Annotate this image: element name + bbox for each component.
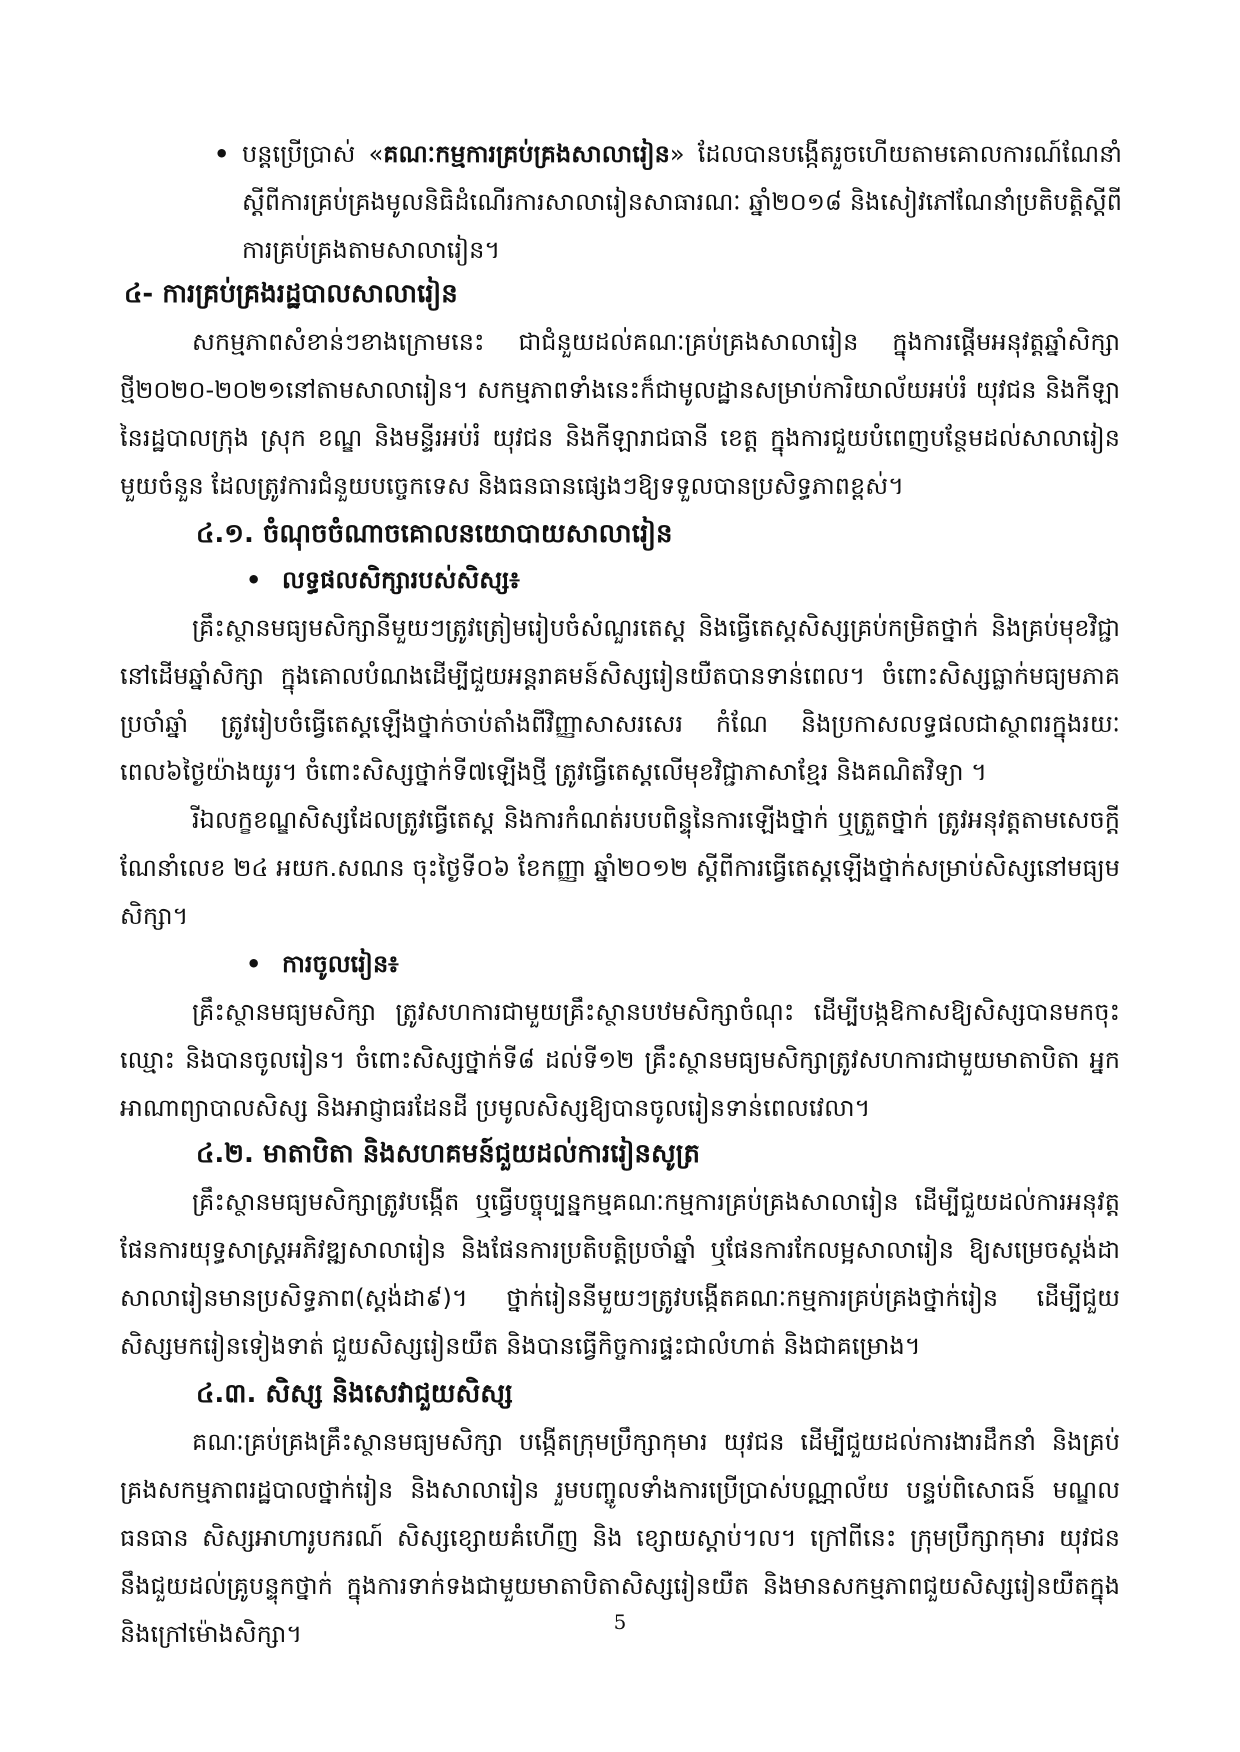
section-4-paragraph: សកម្មភាពសំខាន់ៗខាងក្រោមនេះ ជាជំនួយដល់គណៈគ្រប់គ្រងសាលារៀន ក្នុងការផ្តើមអនុវត្តឆ្នាំសិក្សាថ្មី២០២០-២០២១នៅតាមសាលារៀន។ សកម្មភាពទាំងនេះក៏ជាមូលដ្ឋានសម្រាប់ការិយាល័យអប់រំ យុវជន និងកីឡានៃរដ្ឋបាលក្រុង ស្រុក ខណ្ឌ និងមន្ទីរអប់រំ យុវជន និងកីឡារាជធានី ខេត្ត ក្នុងការជួយបំពេញបន្ថែមដល់សាលារៀនមួយចំនួន ដែលត្រូវការជំនួយបច្ចេកទេស និងធនធានផ្សេងៗឱ្យទទួលបានប្រសិទ្ធភាពខ្ពស់។ [120,328,1120,500]
section-4-1-heading: ៤.១. ចំណុចចំណាចគោលនយោបាយសាលារៀន [196,519,673,549]
section-4-2-heading: ៤.២. មាតាបិតា និងសហគមន៍ជួយដល់ការរៀនសូត្រ [196,1139,701,1169]
section-4-heading: ៤- ការគ្រប់គ្រងរដ្ឋបាលសាលារៀន [124,279,458,309]
page-number: 5 [613,1610,627,1634]
enrollment-paragraph: គ្រឹះស្ថានមធ្យមសិក្សា ត្រូវសហការជាមួយគ្រឹះស្ថានបឋមសិក្សាចំណុះ ដើម្បីបង្កឱកាសឱ្យសិស្សបានមកចុះឈ្មោះ និងបានចូលរៀន។ ចំពោះសិស្សថ្នាក់ទី៨ ដល់ទី១២ គ្រឹះស្ថានមធ្យមសិក្សាត្រូវសហការជាមួយមាតាបិតា អ្នកអាណាព្យាបាលសិស្ស និងអាជ្ញាធរដែនដី ប្រមូលសិស្សឱ្យបានចូលរៀនទាន់ពេលវេលា។ [120,998,1120,1122]
section-4-3-heading: ៤.៣. សិស្ស និងសេវាជួយសិស្ស [196,1379,513,1409]
bullet-marker: • [214,140,230,168]
intro-bullet-text [242,130,1122,274]
intro-bullet-after: » ដែលបានបង្កើតរួចហើយតាមគោលការណ៍ណែនាំស្តីពីការគ្រប់គ្រងមូលនិធិដំណើរការសាលារៀនសាធារណៈ ឆ្នាំ២០១៨ និងសៀវភៅណែនាំប្រតិបត្តិស្តីពីការគ្រប់គ្រងតាមសាលារៀន។ [242,140,1122,264]
bullet-marker: • [246,950,262,978]
enrollment-subheading: ការចូលរៀន៖ [282,950,399,978]
intro-bullet-before: បន្តប្រើប្រាស់ « [242,140,384,168]
learning-outcomes-subheading: លទ្ធផលសិក្សារបស់សិស្ស៖ [282,566,520,594]
section-4-3-paragraph: គណៈគ្រប់គ្រងគ្រឹះស្ថានមធ្យមសិក្សា បង្កើតក្រុមប្រឹក្សាកុមារ យុវជន ដើម្បីជួយដល់ការងារដឹកនាំ និងគ្រប់គ្រងសកម្មភាពរដ្ឋបាលថ្នាក់រៀន និងសាលារៀន រួមបញ្ចូលទាំងការប្រើប្រាស់បណ្ណាល័យ បន្ទប់ពិសោធន៍ មណ្ឌលធនធាន សិស្សអាហារូបករណ៍ សិស្សខ្សោយគំហើញ និង ខ្សោយស្តាប់។ល។ ក្រៅពីនេះ ក្រុមប្រឹក្សាកុមារ យុវជននឹងជួយដល់គ្រូបន្ទុកថ្នាក់ ក្នុងការទាក់ទងជាមួយមាតាបិតាសិស្សរៀនយឺត និងមានសកម្មភាពជួយសិស្សរៀនយឺតក្នុង និងក្រៅម៉ោងសិក្សា។ [120,1428,1120,1648]
section-4-2-paragraph: គ្រឹះស្ថានមធ្យមសិក្សាត្រូវបង្កើត ឬធ្វើបច្ចុប្បន្នកម្មគណៈកម្មការគ្រប់គ្រងសាលារៀន ដើម្បីជួយដល់ការអនុវត្តផែនការយុទ្ធសាស្ត្រអភិវឌ្ឍសាលារៀន និងផែនការប្រតិបត្តិប្រចាំឆ្នាំ ឬផែនការកែលម្អសាលារៀន ឱ្យសម្រេចស្តង់ដាសាលារៀនមានប្រសិទ្ធភាព(ស្តង់ដា៩)។ ថ្នាក់រៀននីមួយៗត្រូវបង្កើតគណៈកម្មការគ្រប់គ្រងថ្នាក់រៀន ដើម្បីជួយសិស្សមករៀនទៀងទាត់ ជួយសិស្សរៀនយឺត និងបានធ្វើកិច្ចការផ្ទះជាលំហាត់ និងជាគម្រោង។ [120,1188,1120,1360]
test-conditions-paragraph: រីឯលក្ខខណ្ឌសិស្សដែលត្រូវធ្វើតេស្ត និងការកំណត់របបពិន្ទុនៃការឡើងថ្នាក់ ឬត្រួតថ្នាក់ ត្រូវអនុវត្តតាមសេចក្តីណែនាំលេខ ២៤ អយក.សណន ចុះថ្ងៃទី០៦ ខែកញ្ញា ឆ្នាំ២០១២ ស្តីពីការធ្វើតេស្តឡើងថ្នាក់សម្រាប់សិស្សនៅមធ្យមសិក្សា។ [120,806,1120,930]
learning-outcomes-paragraph: គ្រឹះស្ថានមធ្យមសិក្សានីមួយៗត្រូវត្រៀមរៀបចំសំណួរតេស្ត និងធ្វើតេស្តសិស្សគ្រប់កម្រិតថ្នាក់ និងគ្រប់មុខវិជ្ជានៅដើមឆ្នាំសិក្សា ក្នុងគោលបំណងដើម្បីជួយអន្តរាគមន៍សិស្សរៀនយឺតបានទាន់ពេល។ ចំពោះសិស្សធ្លាក់មធ្យមភាគប្រចាំឆ្នាំ ត្រូវរៀបចំធ្វើតេស្តឡើងថ្នាក់ចាប់តាំងពីវិញ្ញាសាសរសេរ កំណែ និងប្រកាសលទ្ធផលជាស្ថាពរក្នុងរយៈពេល៦ថ្ងៃយ៉ាងយូរ។ ចំពោះសិស្សថ្នាក់ទី៧ឡើងថ្មី ត្រូវធ្វើតេស្តលើមុខវិជ្ជាភាសាខ្មែរ និងគណិតវិទ្យា ។ [120,614,1120,786]
intro-bullet-bold: គណៈកម្មការគ្រប់គ្រងសាលារៀន [383,140,670,168]
bullet-marker: • [246,566,262,594]
